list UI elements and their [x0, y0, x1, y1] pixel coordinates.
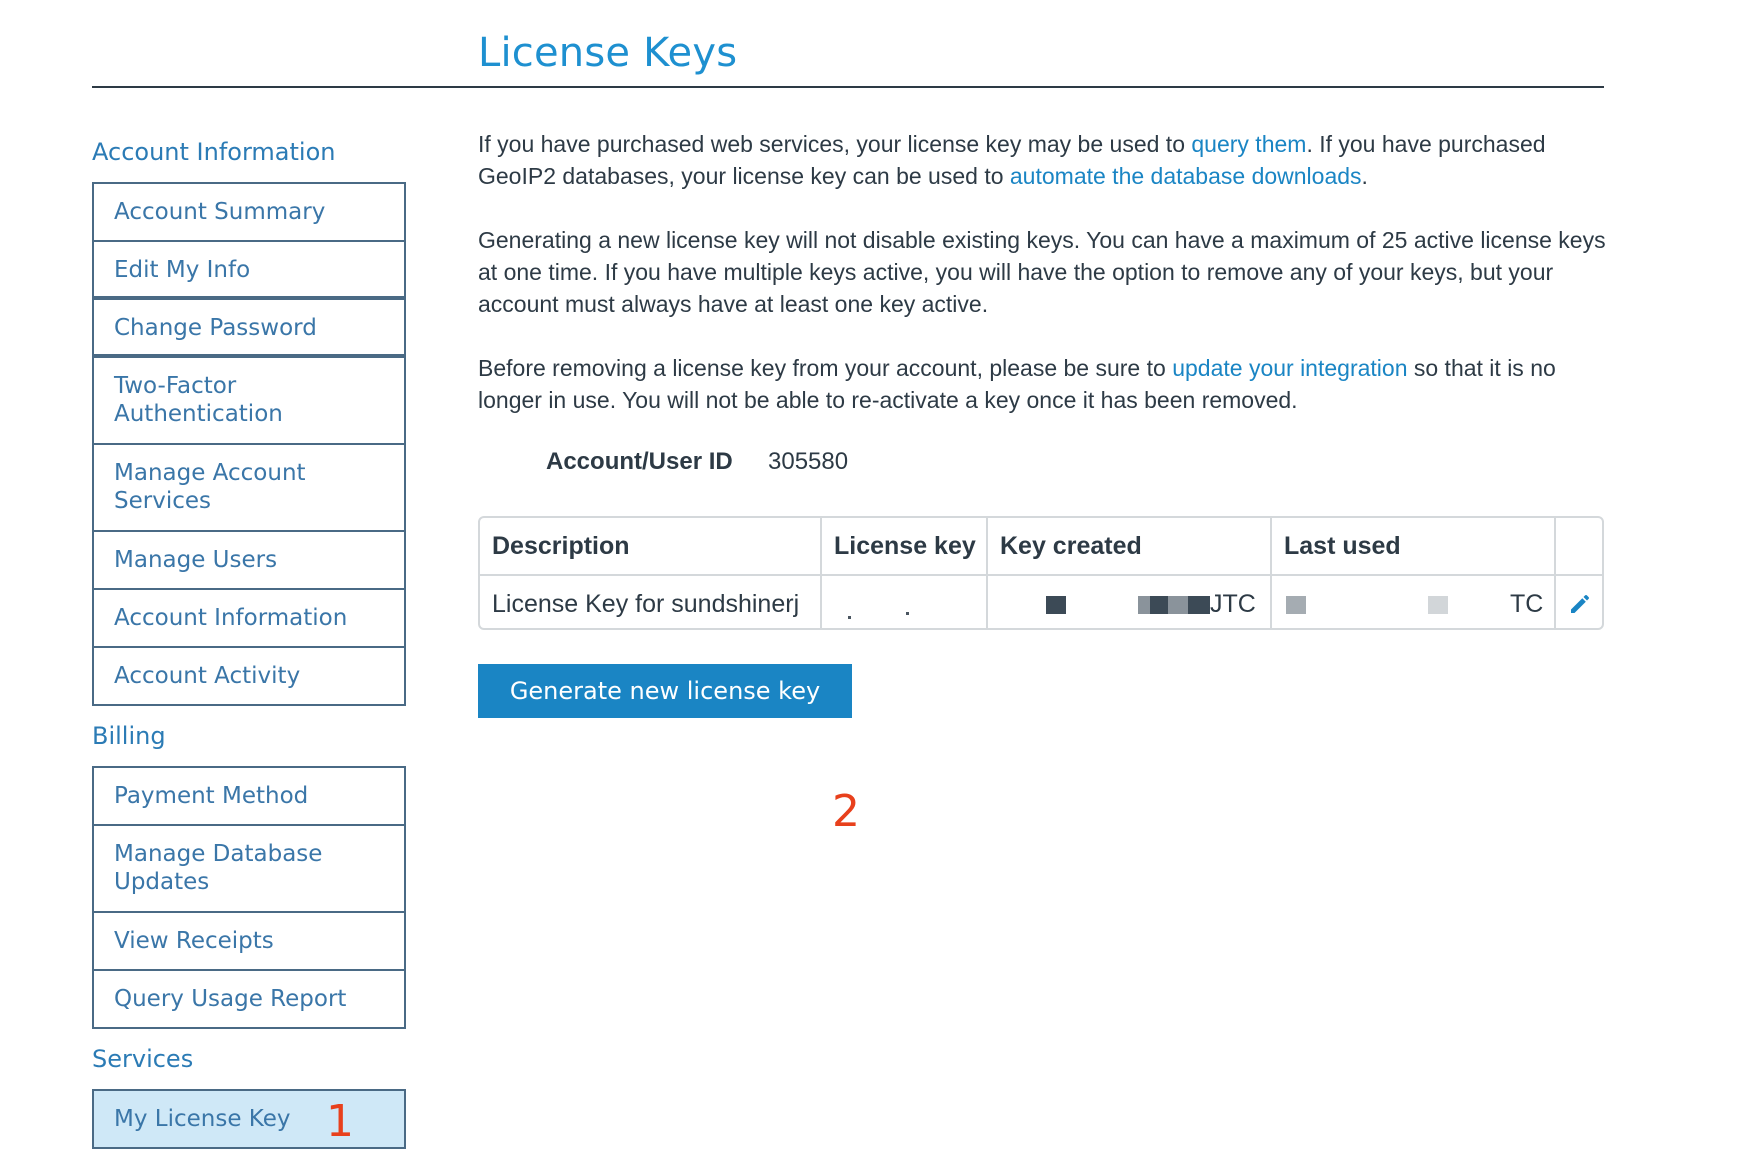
sidebar-item-view-receipts[interactable]: View Receipts: [94, 913, 404, 971]
sidebar-item-two-factor-authentication[interactable]: Two-Factor Authentication: [94, 358, 404, 445]
intro-paragraph-1: [478, 128, 1608, 192]
sidebar-heading-services: Services: [92, 1045, 194, 1073]
page-title: License Keys: [478, 30, 738, 76]
billing-nav-group: [92, 766, 406, 1029]
sidebar-item-my-license-key[interactable]: My License Key: [94, 1091, 404, 1149]
main-content: [478, 128, 1608, 448]
sidebar: [92, 134, 406, 1149]
column-header-description: Description: [480, 518, 822, 574]
sidebar-item-manage-users[interactable]: Manage Users: [94, 532, 404, 590]
row-actions: [1556, 576, 1604, 630]
intro-text: so that it is no longer in use. You will not be able to re-activate a key once it has been removed.: [478, 355, 1556, 413]
query-them-link[interactable]: query them: [1191, 131, 1307, 157]
column-header-license-key: License key: [822, 518, 988, 574]
intro-paragraph-2: Generating a new license key will not disable existing keys. You can have a maximum of 25 active license keys at one time. If you have multiple keys active, you will have the option to remove any of your keys, but your account must always have at least one key active.: [478, 227, 1606, 317]
redaction-block: [1046, 596, 1066, 614]
redaction-block: [1188, 596, 1210, 614]
account-id-row: [546, 448, 849, 476]
sidebar-item-change-password[interactable]: Change Password: [94, 300, 404, 358]
table-header-row: [480, 518, 1602, 574]
annotation-marker-1: 1: [326, 1096, 354, 1147]
update-integration-link[interactable]: update your integration: [1172, 355, 1408, 381]
key-created-tail: JTC: [1210, 590, 1256, 618]
intro-paragraph-3: [478, 352, 1608, 416]
sidebar-item-account-activity[interactable]: Account Activity: [94, 648, 404, 706]
table-row: [480, 574, 1602, 630]
intro-text: If you have purchased web services, your license key may be used to: [478, 131, 1192, 157]
sidebar-item-payment-method[interactable]: Payment Method: [94, 768, 404, 826]
key-created-value: [988, 576, 1272, 630]
account-id-label: Account/User ID: [546, 448, 733, 475]
annotation-marker-2: 2: [832, 786, 860, 837]
license-key-value-redacted: [822, 576, 988, 630]
column-header-actions: [1556, 518, 1604, 574]
intro-text: . If you have purchased GeoIP2 databases, your license key can be used to: [478, 131, 1546, 189]
redaction-mark: [848, 616, 851, 619]
title-divider: [92, 86, 1604, 88]
redaction-block: [1286, 596, 1306, 614]
account-id-value: 305580: [768, 448, 849, 475]
column-header-key-created: Key created: [988, 518, 1272, 574]
redaction-block: [1150, 596, 1168, 614]
sidebar-item-query-usage-report[interactable]: Query Usage Report: [94, 971, 404, 1029]
automate-downloads-link[interactable]: automate the database downloads: [1009, 163, 1362, 189]
last-used-value: [1272, 576, 1556, 630]
account-nav-group: [92, 182, 406, 706]
sidebar-heading-account: Account Information: [92, 138, 336, 166]
services-nav-group: [92, 1089, 406, 1149]
intro-text: .: [1361, 163, 1368, 189]
license-keys-table: [478, 516, 1604, 630]
generate-license-key-button[interactable]: Generate new license key: [478, 664, 852, 718]
redaction-block: [1428, 596, 1448, 614]
sidebar-item-account-information[interactable]: Account Information: [94, 590, 404, 648]
last-used-tail: TC: [1510, 590, 1544, 618]
pencil-icon[interactable]: [1568, 592, 1592, 616]
sidebar-item-manage-database-updates[interactable]: Manage Database Updates: [94, 826, 404, 913]
key-description: License Key for sundshinerj: [480, 576, 822, 630]
redaction-mark: [906, 612, 909, 615]
column-header-last-used: Last used: [1272, 518, 1556, 574]
sidebar-heading-billing: Billing: [92, 722, 166, 750]
sidebar-item-edit-my-info[interactable]: Edit My Info: [94, 242, 404, 300]
sidebar-item-account-summary[interactable]: Account Summary: [94, 184, 404, 242]
sidebar-item-manage-account-services[interactable]: Manage Account Services: [94, 445, 404, 532]
intro-text: Before removing a license key from your account, please be sure to: [478, 355, 1173, 381]
